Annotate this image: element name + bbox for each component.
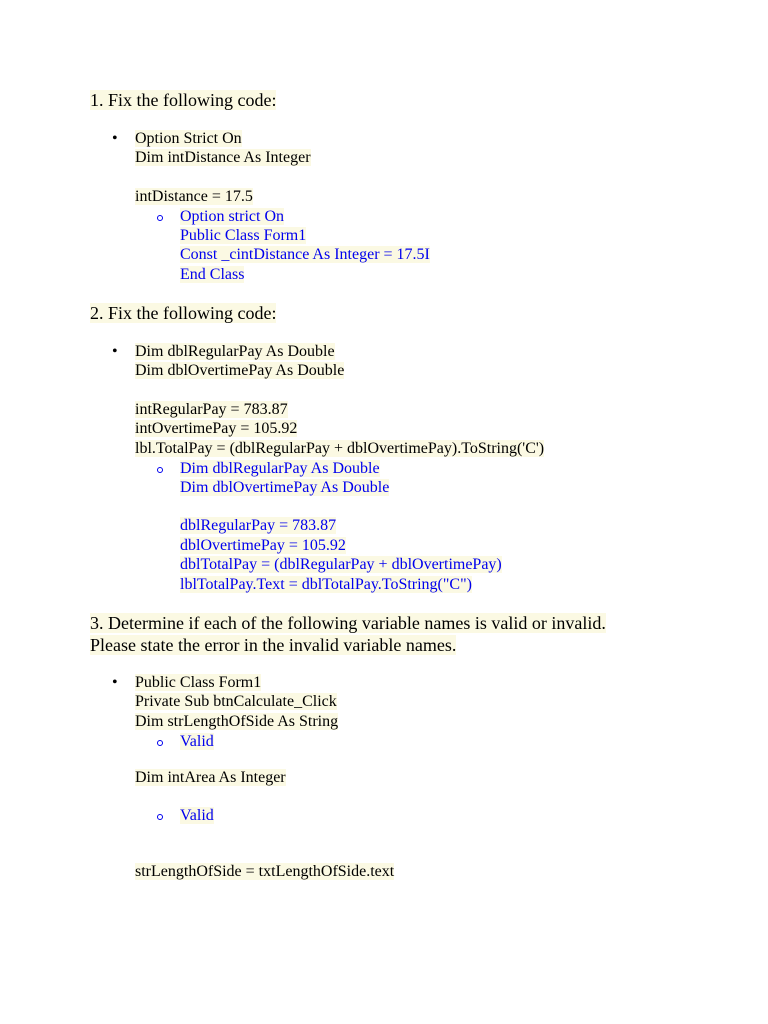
code-line: Dim strLengthOfSide As String <box>135 713 339 730</box>
answer-line: Dim dblOvertimePay As Double <box>180 479 390 496</box>
question-3-title: Please state the error in the invalid variable names. <box>90 635 457 655</box>
answer-line: dblOvertimePay = 105.92 <box>180 537 346 554</box>
circle-bullet-icon <box>157 215 163 221</box>
answer-line: Dim dblRegularPay As Double <box>180 460 380 477</box>
code-line: strLengthOfSide = txtLengthOfSide.text <box>135 863 395 880</box>
code-line: intDistance = 17.5 <box>135 188 253 205</box>
code-line: Dim intDistance As Integer <box>135 149 311 166</box>
answer-line: Const _cintDistance As Integer = 17.5I <box>180 246 430 263</box>
code-line: intRegularPay = 783.87 <box>135 401 288 418</box>
code-line: Option Strict On <box>135 130 242 147</box>
bullet-icon: • <box>112 674 118 691</box>
code-line: lbl.TotalPay = (dblRegularPay + dblOvertimePay).ToString('C') <box>135 440 545 457</box>
answer-line: Valid <box>180 807 214 824</box>
answer-line: Option strict On <box>180 208 284 225</box>
answer-line: lblTotalPay.Text = dblTotalPay.ToString("C") <box>180 576 472 593</box>
bullet-icon: • <box>112 130 118 147</box>
code-line: Public Class Form1 <box>135 674 262 691</box>
answer-line: dblRegularPay = 783.87 <box>180 517 337 534</box>
circle-bullet-icon <box>157 740 163 746</box>
answer-line: Valid <box>180 733 214 750</box>
code-line: Private Sub btnCalculate_Click <box>135 693 337 710</box>
circle-bullet-icon <box>157 467 163 473</box>
answer-line: End Class <box>180 266 245 283</box>
code-line: Dim intArea As Integer <box>135 769 286 786</box>
question-1-title: 1. Fix the following code: <box>90 90 277 110</box>
circle-bullet-icon <box>157 814 163 820</box>
question-2-title: 2. Fix the following code: <box>90 303 277 323</box>
code-line: intOvertimePay = 105.92 <box>135 420 298 437</box>
code-line: Dim dblRegularPay As Double <box>135 343 335 360</box>
code-line: Dim dblOvertimePay As Double <box>135 362 345 379</box>
question-3-title: 3. Determine if each of the following variable names is valid or invalid. <box>90 613 606 633</box>
answer-line: dblTotalPay = (dblRegularPay + dblOvertimePay) <box>180 556 502 573</box>
bullet-icon: • <box>112 343 118 360</box>
answer-line: Public Class Form1 <box>180 227 307 244</box>
